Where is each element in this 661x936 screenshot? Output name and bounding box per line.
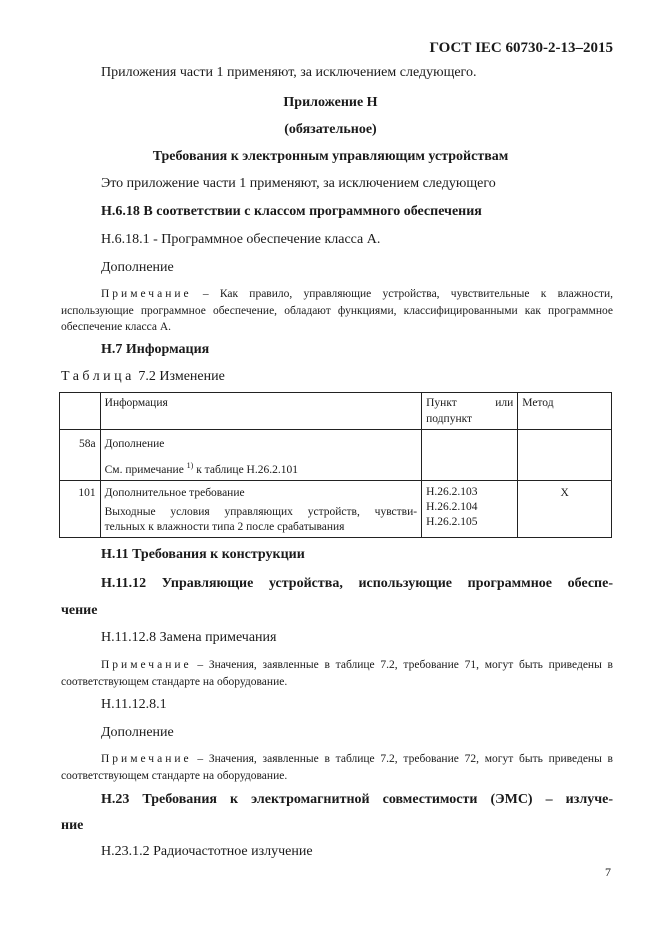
row-method: X — [518, 480, 612, 537]
table-caption — [61, 369, 225, 385]
row-info: Дополнение См. примечание $^{1)}$ к таблице Н.26.2.101 — [100, 430, 421, 481]
header-method: Метод — [518, 393, 612, 430]
section-heading-h6-18: Н.6.18 В соответствии с классом программного обеспечения — [101, 204, 482, 219]
note-text: – Как правило, управляющие устройства, чувствительные к влажности, использующие программное обеспечение, обладают функциями, классифицированными как программное обеспечение класса А. — [61, 288, 613, 333]
document-header: ГОСТ IEC 60730-2-13–2015 — [429, 40, 613, 56]
section-heading-h11: Н.11 Требования к конструкции — [101, 547, 305, 562]
clause-h11-12-8: Н.11.12.8 Замена примечания — [101, 630, 277, 645]
note-table-requirement-72 — [61, 751, 613, 784]
header-info: Информация — [100, 393, 421, 430]
section-heading-h11-12: Н.11.12 Управляющие устройства, использующие программное обеспе- — [101, 576, 613, 591]
header-num — [60, 393, 101, 430]
addition-label-2: Дополнение — [101, 725, 174, 740]
section-heading-h7: Н.7 Информация — [101, 342, 210, 357]
row-clauses — [422, 430, 518, 481]
change-table — [59, 392, 612, 538]
note-lead: Примечание — [101, 288, 192, 300]
row-clauses: Н.26.2.103 Н.26.2.104 Н.26.2.105 — [422, 480, 518, 537]
table-row — [60, 480, 612, 537]
table-row — [60, 430, 612, 481]
header-clause: Пункт или подпункт — [422, 393, 518, 430]
note-table-requirement-71 — [61, 657, 613, 690]
row-info: Дополнительное требование Выходные условия управляющих устройств, чувстви- тельных к влажности типа 2 после срабатывания — [100, 480, 421, 537]
clause-h6-18-1: Н.6.18.1 - Программное обеспечение класса А. — [101, 232, 381, 247]
addition-label: Дополнение — [101, 260, 174, 275]
note-software-class — [61, 286, 613, 336]
clause-h11-12-8-1: Н.11.12.8.1 — [101, 697, 167, 712]
table-header-row — [60, 393, 612, 430]
row-method — [518, 430, 612, 481]
page-number: 7 — [605, 865, 611, 879]
note-text: – Значения, заявленные в таблице 7.2, требование 71, могут быть приведены в соответствующем стандарте на оборудование. — [61, 659, 613, 688]
note-lead: Примечание — [101, 659, 192, 671]
row-num: 58а — [60, 430, 101, 481]
annex-title: Приложение Н — [283, 95, 378, 110]
annex-status: (обязательное) — [284, 122, 377, 137]
table-caption-text: 7.2 Изменение — [134, 369, 225, 384]
row-num: 101 — [60, 480, 101, 537]
section-heading-h11-12-cont: чение — [61, 603, 98, 618]
intro-text: Приложения части 1 применяют, за исключением следующего. — [101, 65, 477, 80]
note-text: – Значения, заявленные в таблице 7.2, требование 72, могут быть приведены в соответствующем стандарте на оборудование. — [61, 753, 613, 782]
annex-intro: Это приложение части 1 применяют, за исключением следующего — [101, 176, 496, 191]
table-caption-lead: Таблица — [61, 369, 135, 384]
section-heading-h23-cont: ние — [61, 818, 84, 833]
section-heading-h23: Н.23 Требования к электромагнитной совместимости (ЭМС) – излуче- — [101, 792, 613, 807]
note-lead: Примечание — [101, 753, 192, 765]
clause-h23-1-2: Н.23.1.2 Радиочастотное излучение — [101, 844, 313, 859]
annex-subject: Требования к электронным управляющим устройствам — [152, 149, 509, 164]
